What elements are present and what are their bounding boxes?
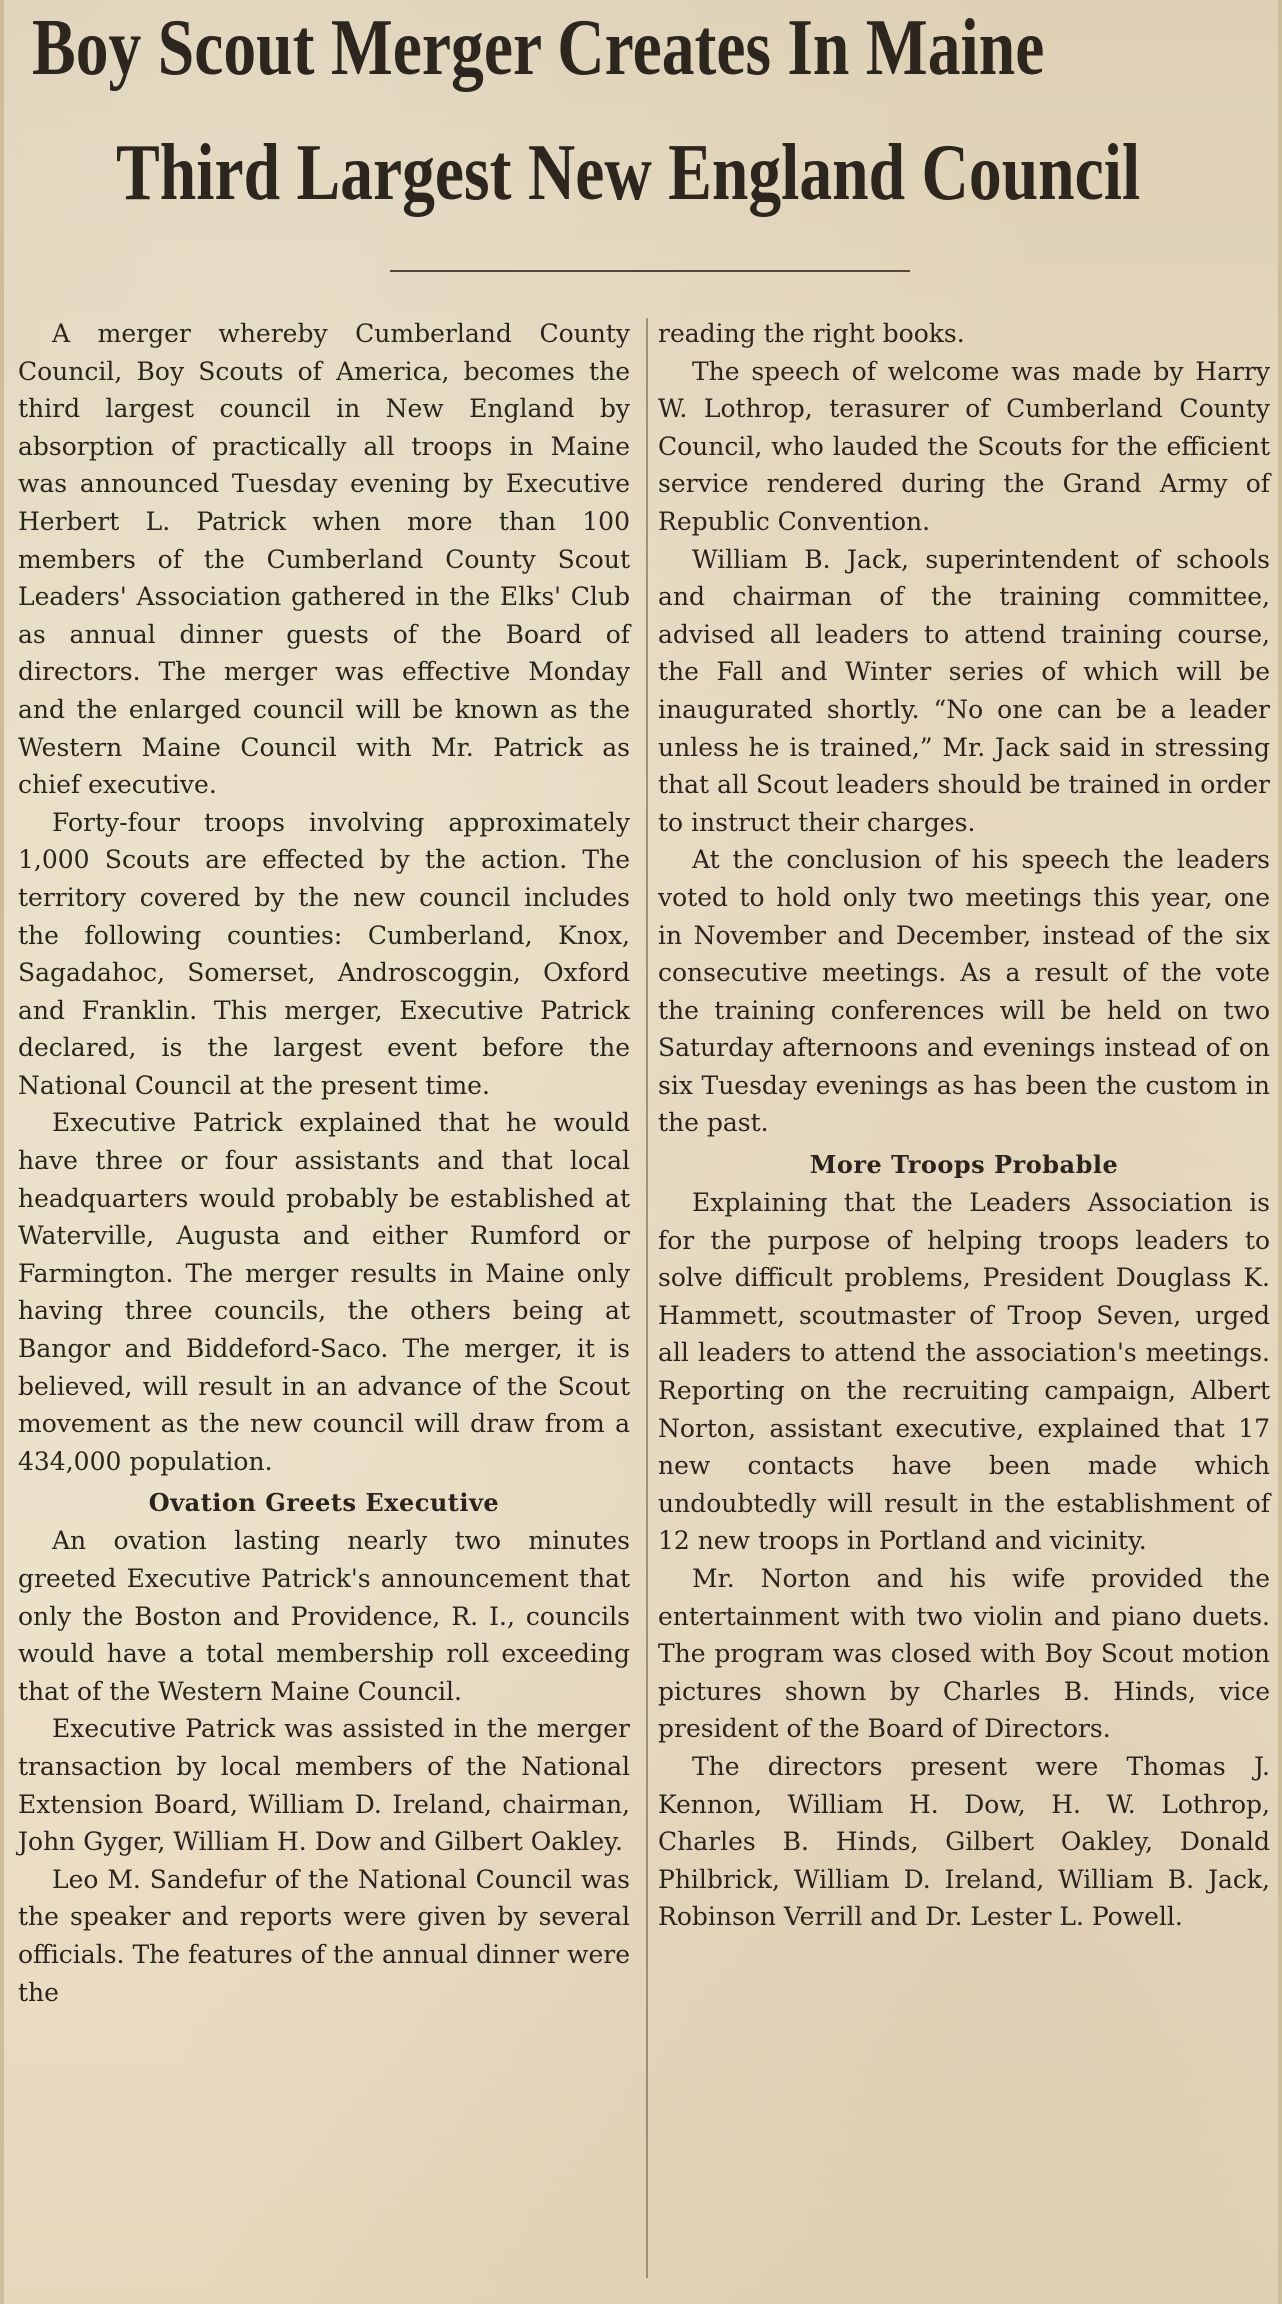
- left-column: [18, 315, 630, 2011]
- subheading: Ovation Greets Executive: [148, 1488, 500, 1518]
- headline-line-2: Third Largest New England Council: [116, 129, 1141, 217]
- paragraph: At the conclusion of his speech the leaders voted to hold only two meetings this year, one in November and December, instead of the six consecutive meetings. As a result of the vote the training conferences will be held on two Saturday afternoons and evenings instead of on six Tuesday evenings as has been the custom in the past.: [658, 845, 1270, 1138]
- paragraph: Executive Patrick was assisted in the merger transaction by local members of the National Extension Board, William D. Ireland, chairman, John Gyger, William H. Dow and Gilbert Oakley.: [18, 1714, 630, 1857]
- paragraph: An ovation lasting nearly two minutes greeted Executive Patrick's announcement that only the Boston and Providence, R. I., councils would have a total membership roll exceeding that of the Western Maine Council.: [18, 1526, 630, 1706]
- paragraph: William B. Jack, superintendent of schools and chairman of the training committee, advised all leaders to attend training course, the Fall and Winter series of which will be inaugurated shortly. “No one can be a leader unless he is trained,” Mr. Jack said in stressing that all Scout leaders should be trained in order to instruct their charges.: [658, 544, 1270, 837]
- subheading: More Troops Probable: [809, 1150, 1119, 1180]
- headline-rule: [390, 270, 910, 272]
- right-column: [658, 315, 1270, 1936]
- paragraph: Mr. Norton and his wife provided the entertainment with two violin and piano duets. The program was closed with Boy Scout motion pictures shown by Charles B. Hinds, vice president of the Board of Directors.: [658, 1564, 1270, 1744]
- paragraph: Leo M. Sandefur of the National Council was the speaker and reports were given by several officials. The features of the annual dinner were the: [18, 1864, 630, 2007]
- headline-line-1: Boy Scout Merger Creates In Maine: [32, 4, 1045, 92]
- paragraph: Executive Patrick explained that he would have three or four assistants and that local headquarters would probably be established at Waterville, Augusta and either Rumford or Farmington. The merger results in Maine only having three councils, the others being at Bangor and Biddeford-Saco. The merger, it is believed, will result in an advance of the Scout movement as the new council will draw from a 434,000 population.: [18, 1108, 630, 1476]
- paragraph: Forty-four troops involving approximately 1,000 Scouts are effected by the action. The territory covered by the new council includes the following counties: Cumberland, Knox, Sagadahoc, Somerset, Androscoggin, Oxford and Franklin. This merger, Executive Patrick declared, is the largest event before the National Council at the present time.: [18, 807, 630, 1100]
- paragraph: The speech of welcome was made by Harry W. Lothrop, terasurer of Cumberland County Council, who lauded the Scouts for the efficient service rendered during the Grand Army of Republic Convention.: [658, 356, 1270, 536]
- paragraph: reading the right books.: [658, 319, 965, 348]
- paragraph: A merger whereby Cumberland County Council, Boy Scouts of America, becomes the third largest council in New England by absorption of practically all troops in Maine was announced Tuesday evening by Executive Herbert L. Patrick when more than 100 members of the Cumberland County Scout Leaders' Association gathered in the Elks' Club as annual dinner guests of the Board of directors. The merger was effective Monday and the enlarged council will be known as the Western Maine Council with Mr. Patrick as chief executive.: [18, 319, 630, 800]
- column-divider: [646, 318, 648, 2278]
- paragraph: The directors present were Thomas J. Kennon, William H. Dow, H. W. Lothrop, Charles B. Hinds, Gilbert Oakley, Donald Philbrick, William D. Ireland, William B. Jack, Robinson Verrill and Dr. Lester L. Powell.: [658, 1751, 1270, 1932]
- paragraph: Explaining that the Leaders Association is for the purpose of helping troops leaders to solve difficult problems, President Douglass K. Hammett, scoutmaster of Troop Seven, urged all leaders to attend the association's meetings. Reporting on the recruiting campaign, Albert Norton, assistant executive, explained that 17 new contacts have been made which undoubtedly will result in the establishment of 12 new troops in Portland and vicinity.: [658, 1188, 1270, 1556]
